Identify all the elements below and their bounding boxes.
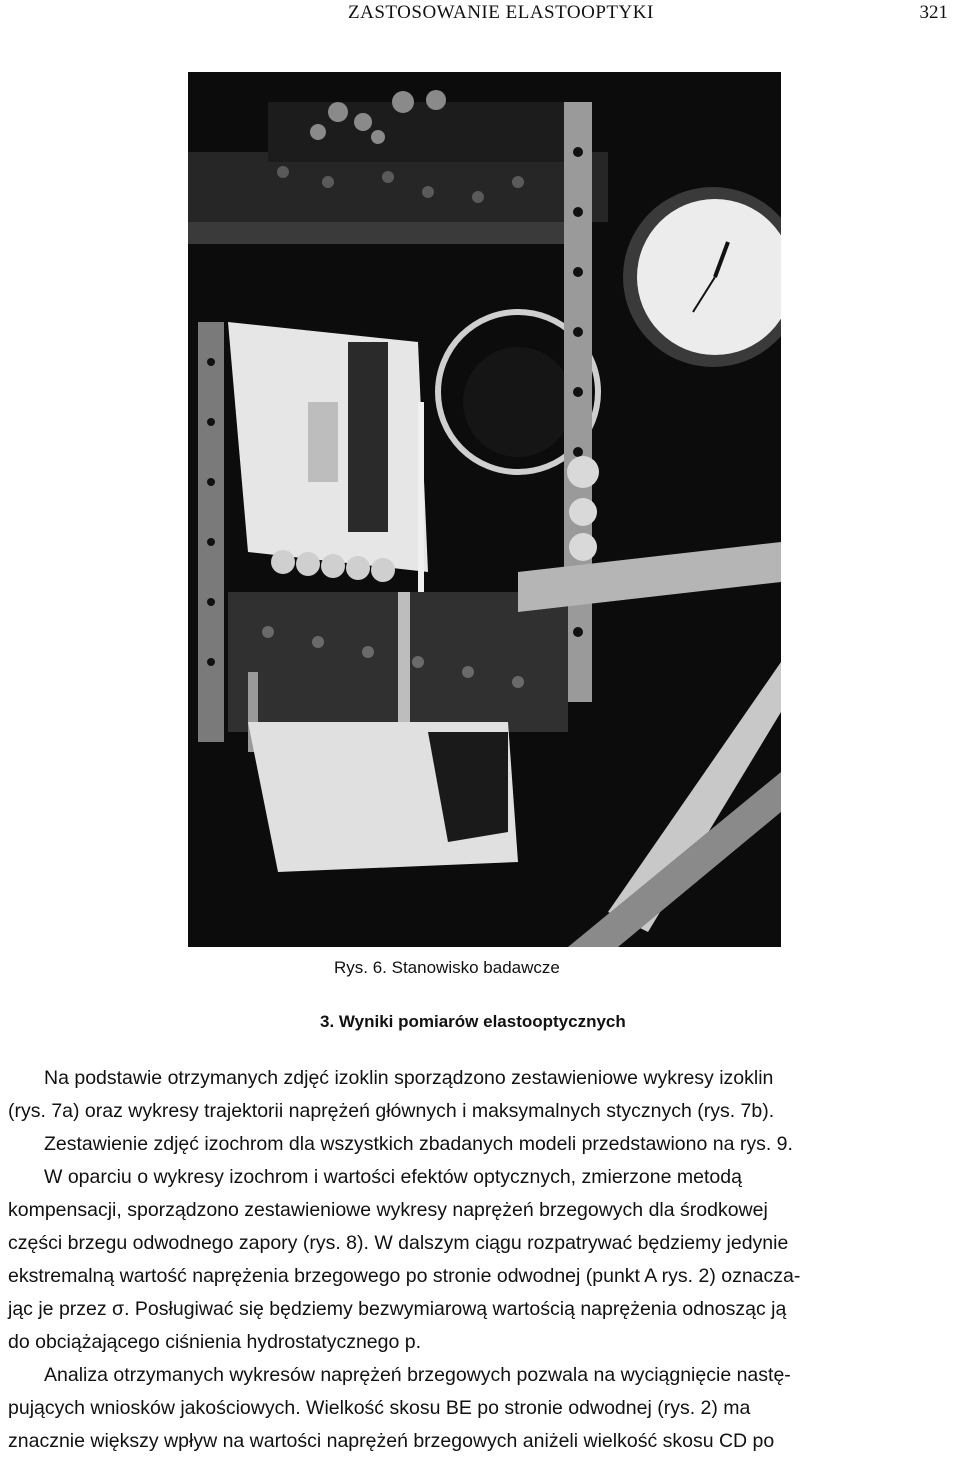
paragraph <box>8 1062 960 1359</box>
text-line: Zestawienie zdjęć izochrom dla wszystkich zbadanych modeli przedstawiono na rys. 9. <box>44 1133 793 1155</box>
text-line: W oparciu o wykresy izochrom i wartości efektów optycznych, zmierzone metodą <box>44 1166 742 1188</box>
text-line: ekstremalną wartość naprężenia brzegowego po stronie odwodnej (punkt A rys. 2) oznacza- <box>8 1265 801 1287</box>
text-line: kompensacji, sporządzono zestawieniowe wykresy naprężeń brzegowych dla środkowej <box>8 1199 768 1221</box>
text-line: Na podstawie otrzymanych zdjęć izoklin sporządzono zestawieniowe wykresy izoklin <box>44 1067 774 1089</box>
paragraph <box>8 1359 960 1458</box>
text-line: jąc je przez σ. Posługiwać się będziemy bezwymiarową wartością naprężenia odnosząc ją <box>8 1298 787 1320</box>
page-number: 321 <box>919 2 948 23</box>
text-line: (rys. 7a) oraz wykresy trajektorii naprężeń głównych i maksymalnych stycznych (rys. 7b). <box>8 1100 775 1122</box>
text-line: do obciążającego ciśnienia hydrostatycznego p. <box>8 1331 422 1353</box>
text-line: Analiza otrzymanych wykresów naprężeń brzegowych pozwala na wyciągnięcie nastę- <box>44 1364 791 1386</box>
photograph-icon <box>188 72 781 947</box>
section-heading: 3. Wyniki pomiarów elastooptycznych <box>320 1012 626 1031</box>
figure-caption: Rys. 6. Stanowisko badawcze <box>334 958 560 977</box>
body-text <box>8 1062 960 1458</box>
text-line: znacznie większy wpływ na wartości naprężeń brzegowych aniżeli wielkość skosu CD po <box>8 1430 775 1452</box>
text-line: pujących wniosków jakościowych. Wielkość skosu BE po stronie odwodnej (rys. 2) ma <box>8 1397 751 1419</box>
figure-photograph <box>188 72 781 947</box>
text-line: części brzegu odwodnego zapory (rys. 8). W dalszym ciągu rozpatrywać będziemy jedynie <box>8 1232 789 1254</box>
running-title: ZASTOSOWANIE ELASTOOPTYKI <box>348 2 654 23</box>
